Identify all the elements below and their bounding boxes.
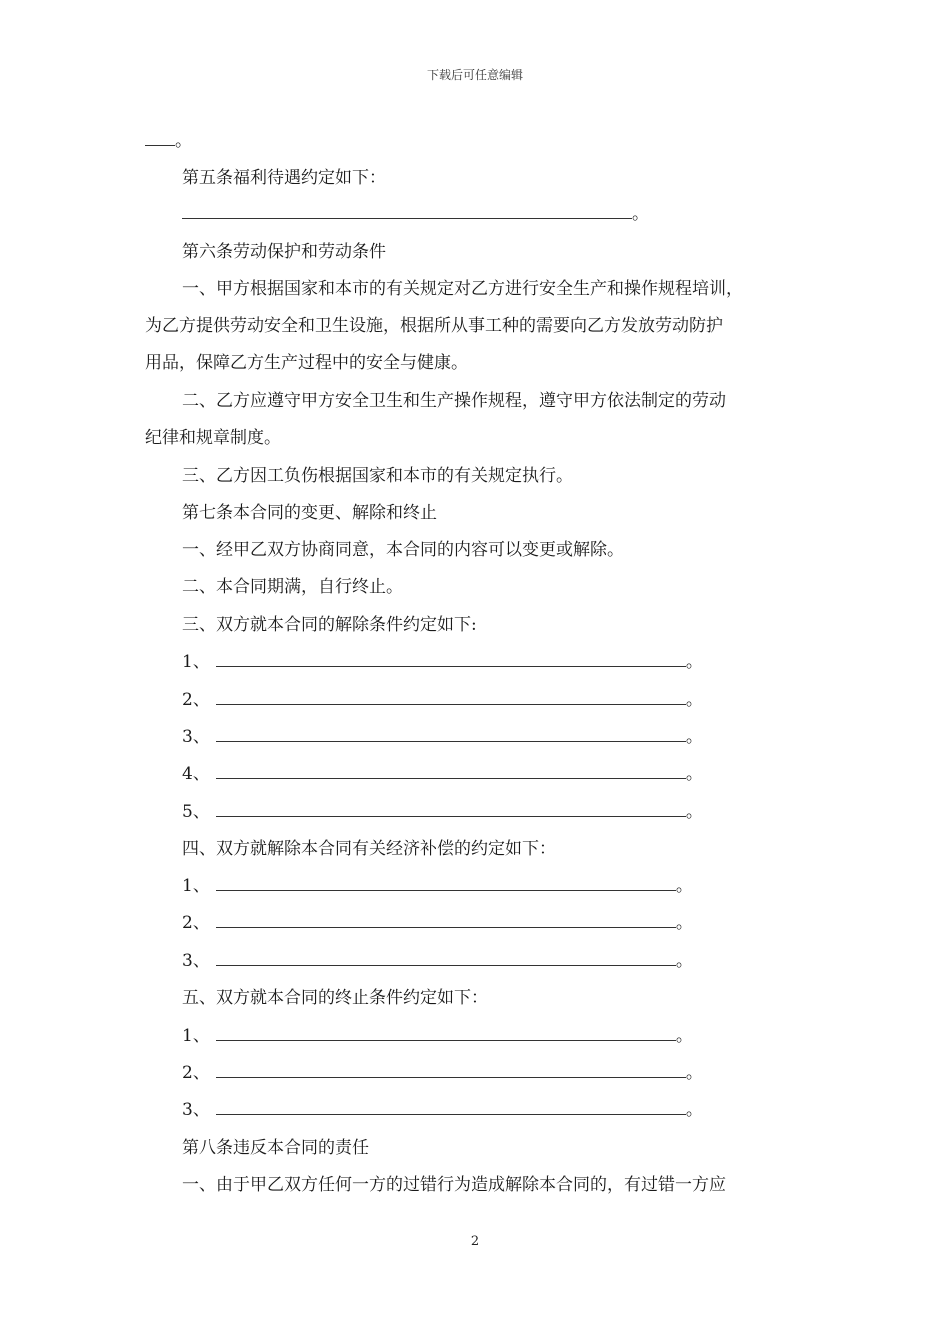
period: 。 [685, 727, 703, 747]
item-number: 1、 [182, 876, 210, 896]
article-8-heading: 第八条违反本合同的责任 [182, 1138, 369, 1158]
article-7-para-2: 二、本合同期满，自行终止。 [182, 577, 403, 597]
fill-blank [216, 802, 686, 817]
article-5-heading: 第五条福利待遇约定如下： [182, 168, 386, 188]
list-item [182, 950, 693, 972]
article-6-para-1-line-3: 用品，保障乙方生产过程中的安全与健康。 [145, 353, 468, 373]
period: 。 [685, 690, 703, 710]
list-item [182, 1099, 703, 1121]
article-6-para-3: 三、乙方因工负伤根据国家和本市的有关规定执行。 [182, 466, 573, 486]
article-6-para-2-line-1: 二、乙方应遵守甲方安全卫生和生产操作规程，遵守甲方依法制定的劳动 [182, 391, 726, 411]
fill-blank [216, 1100, 686, 1115]
list-item [182, 801, 703, 823]
period: 。 [685, 652, 703, 672]
item-number: 5、 [182, 802, 210, 822]
list-item [182, 912, 693, 934]
fill-blank [216, 652, 686, 667]
period: 。 [175, 131, 192, 151]
article-7-para-4: 四、双方就解除本合同有关经济补偿的约定如下： [182, 839, 556, 859]
period: 。 [685, 1063, 703, 1083]
fill-blank [182, 204, 632, 219]
fill-blank [216, 876, 676, 891]
item-number: 1、 [182, 1026, 210, 1046]
period: 。 [632, 204, 649, 224]
period: 。 [675, 951, 693, 971]
period: 。 [685, 764, 703, 784]
fill-blank [216, 951, 676, 966]
fill-blank [216, 690, 686, 705]
article-5-blank-line [182, 203, 649, 225]
list-item [182, 1025, 693, 1047]
fill-blank [145, 131, 175, 146]
article-6-heading: 第六条劳动保护和劳动条件 [182, 242, 386, 262]
item-number: 3、 [182, 727, 210, 747]
item-number: 1、 [182, 652, 210, 672]
item-number: 2、 [182, 913, 210, 933]
article-8-para-1: 一、由于甲乙双方任何一方的过错行为造成解除本合同的，有过错一方应 [182, 1175, 726, 1195]
fill-blank [216, 764, 686, 779]
page-number: 2 [470, 1234, 480, 1249]
article-7-para-1: 一、经甲乙双方协商同意，本合同的内容可以变更或解除。 [182, 540, 624, 560]
article-6-para-1-line-2: 为乙方提供劳动安全和卫生设施，根据所从事工种的需要向乙方发放劳动防护 [145, 316, 723, 336]
fill-blank [216, 913, 676, 928]
period: 。 [685, 802, 703, 822]
period: 。 [675, 876, 693, 896]
fill-blank [216, 1026, 676, 1041]
list-item [182, 689, 703, 711]
item-number: 2、 [182, 690, 210, 710]
fill-blank [216, 1063, 686, 1078]
period: 。 [685, 1100, 703, 1120]
article-7-heading: 第七条本合同的变更、解除和终止 [182, 503, 437, 523]
list-item [182, 763, 703, 785]
article-6-para-2-line-2: 纪律和规章制度。 [145, 428, 281, 448]
fill-blank [216, 727, 686, 742]
list-item [182, 875, 693, 897]
item-number: 4、 [182, 764, 210, 784]
article-6-para-1-line-1: 一、甲方根据国家和本市的有关规定对乙方进行安全生产和操作规程培训， [182, 279, 743, 299]
period: 。 [675, 1026, 693, 1046]
article-7-para-5: 五、双方就本合同的终止条件约定如下： [182, 988, 488, 1008]
item-number: 3、 [182, 951, 210, 971]
list-item [182, 1062, 703, 1084]
page-header: 下载后可任意编辑 [426, 68, 523, 82]
list-item [182, 726, 703, 748]
article-7-para-3: 三、双方就本合同的解除条件约定如下: [182, 615, 477, 635]
period: 。 [675, 913, 693, 933]
item-number: 3、 [182, 1100, 210, 1120]
continuation-line [145, 130, 192, 152]
list-item [182, 651, 703, 673]
item-number: 2、 [182, 1063, 210, 1083]
